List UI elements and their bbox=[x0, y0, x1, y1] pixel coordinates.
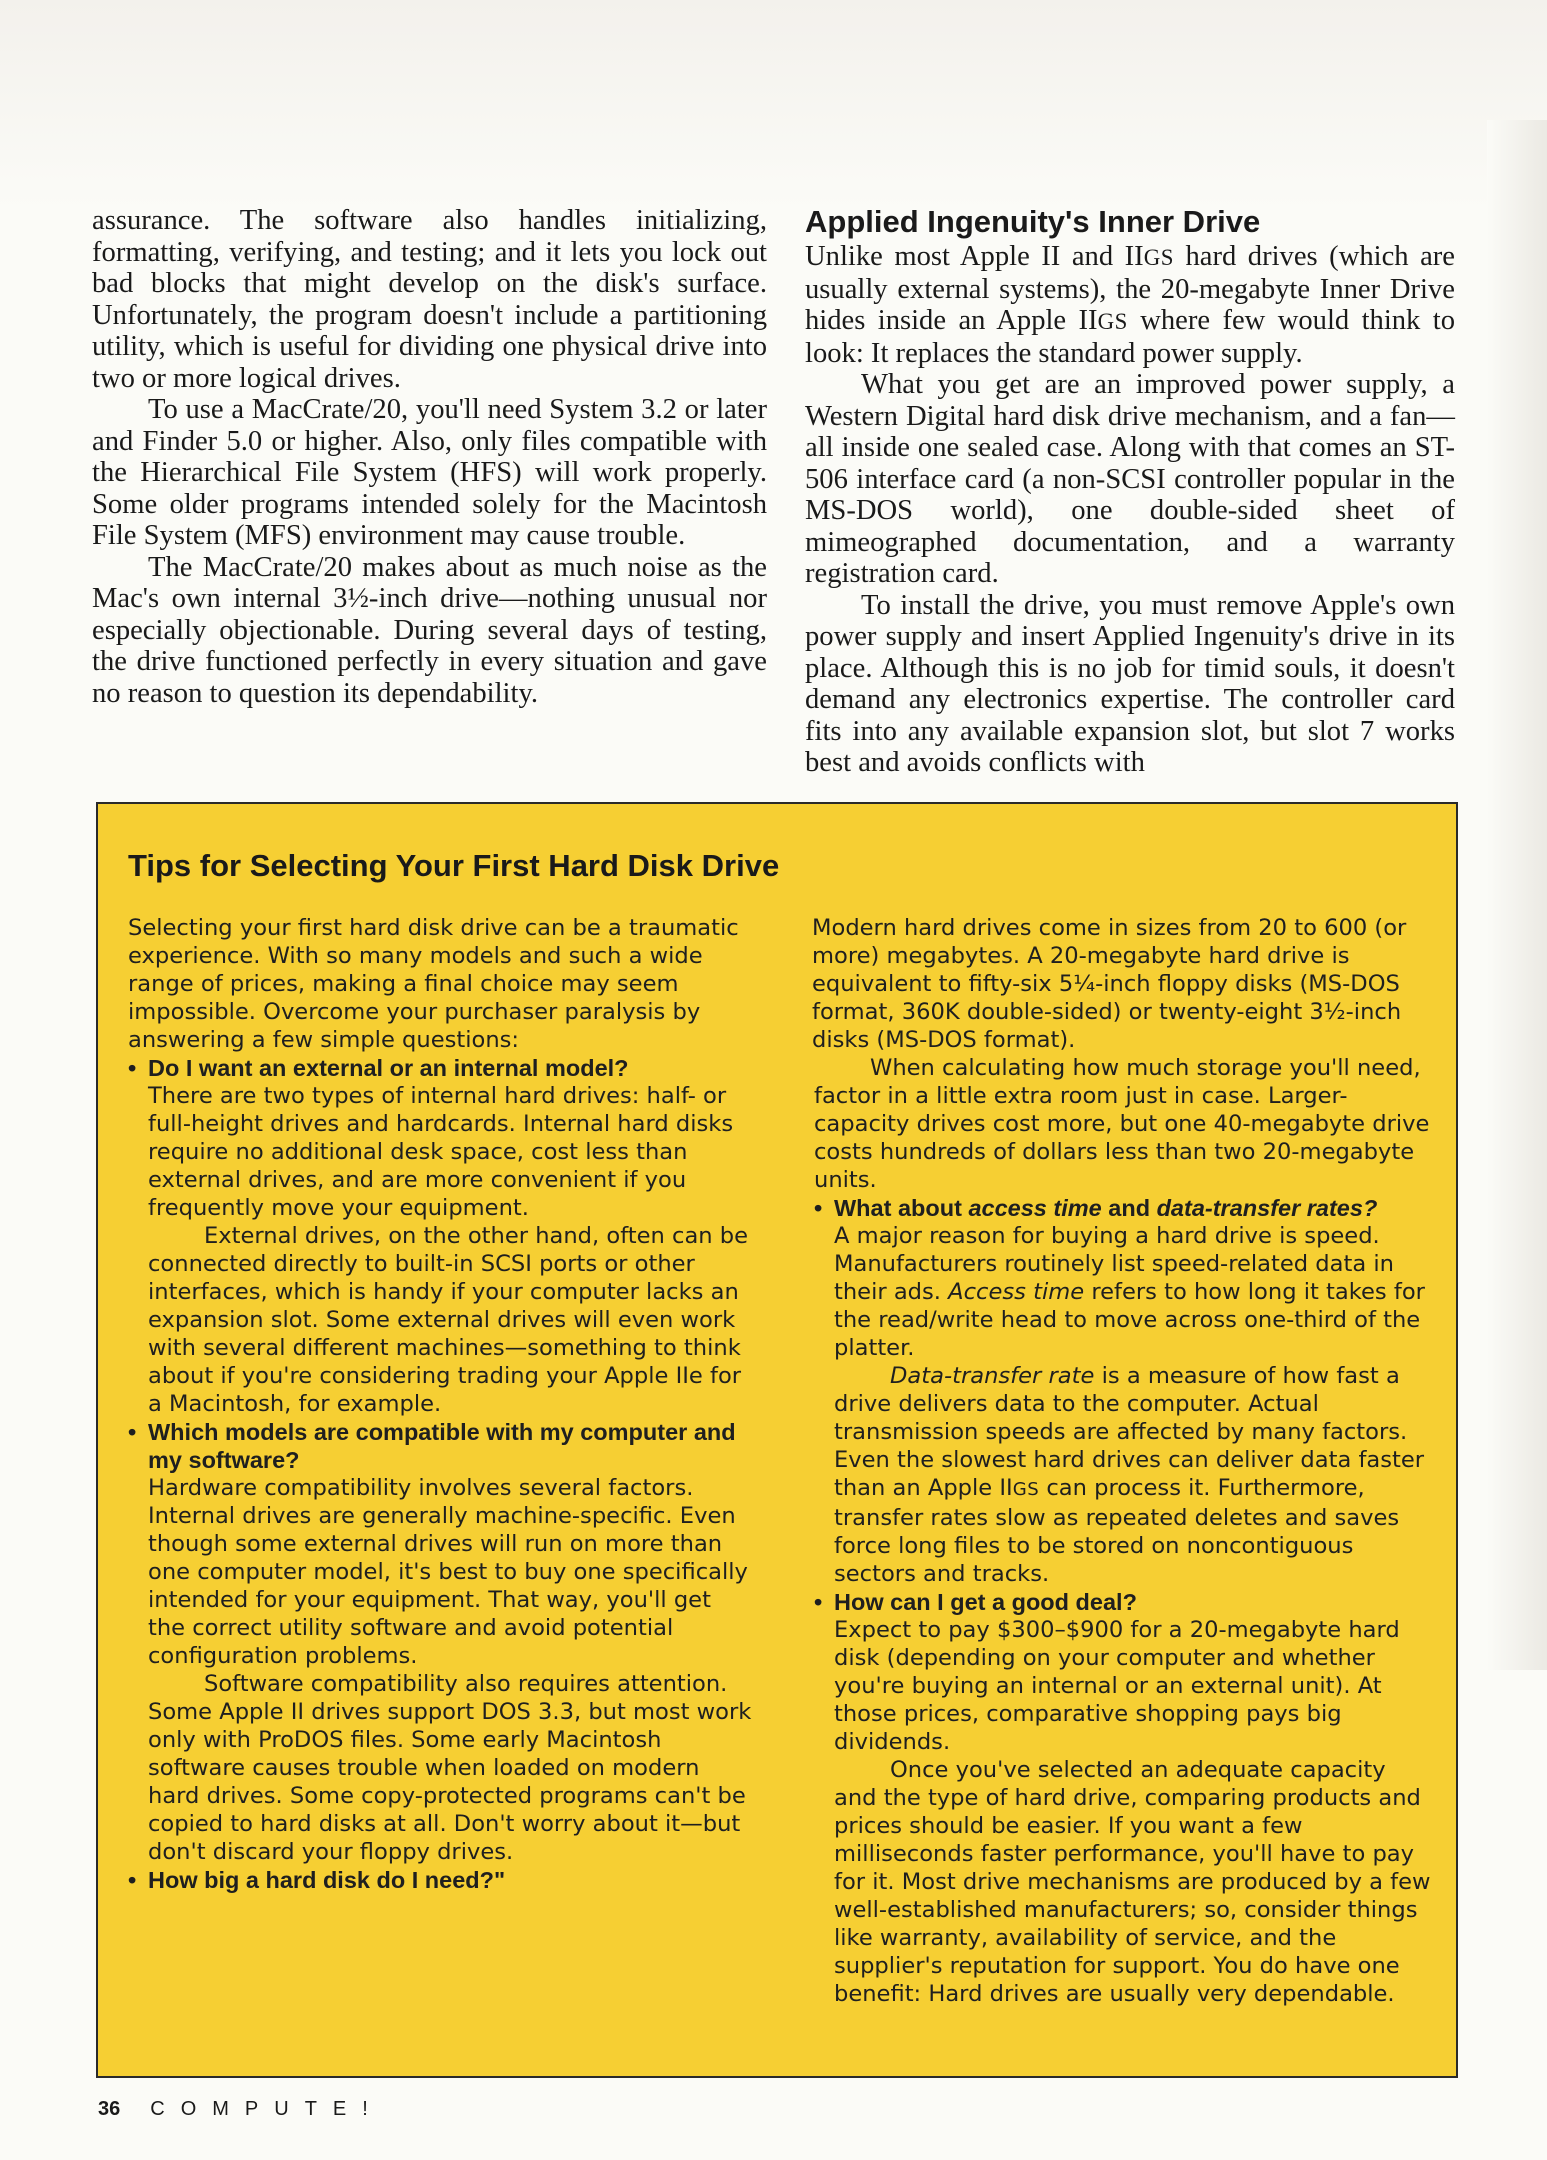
sidebar-intro: Selecting your first hard disk drive can be a traumatic experience. With so many models and such a wide range of prices, making a final choice may seem impossible. Overcome your purchaser paralysis by answering a few simple questions: bbox=[128, 915, 739, 1053]
article-paragraph: The MacCrate/20 makes about as much noise as the Mac's own internal 3½-inch drive—nothing unusual nor especially objectionable. During several days of testing, the drive functioned perfectly in every situation and gave no reason to question its dependability. bbox=[92, 551, 767, 709]
page-footer bbox=[98, 2098, 384, 2121]
answer-paragraph bbox=[834, 1222, 1434, 1362]
bullet: • bbox=[814, 1195, 823, 1221]
question-text: What about bbox=[834, 1195, 969, 1221]
text-run: Unlike most Apple II and II bbox=[805, 241, 1144, 272]
page-number: 36 bbox=[98, 2098, 121, 2120]
answer-paragraph: External drives, on the other hand, often can be connected directly to built-in SCSI ports or other interfaces, which is handy if your computer lacks an expansion slot. Some external drives will even work with several different machines—something to think about if you're considering trading your Apple IIe for a Macintosh, for example. bbox=[148, 1223, 749, 1417]
sidebar-question bbox=[814, 1194, 1434, 1222]
article-paragraph: What you get are an improved power supply, a Western Digital hard disk drive mechanism, and a fan—all inside one sealed case. Along with that comes an ST-506 interface card (a non-SCSI controller popular in the MS-DOS world), one double-sided sheet of mimeographed documentation, and a warranty registration card. bbox=[805, 369, 1455, 589]
answer-paragraph bbox=[834, 1362, 1434, 1588]
answer-paragraph: Once you've selected an adequate capacity and the type of hard drive, comparing products and prices should be easier. If you want a few milliseconds faster performance, you'll have to pay for it. Most drive mechanisms are produced by a few well-established manufacturers; so, consider things like warranty, availability of service, and the supplier's reputation for support. You do have one benefit: Hard drives are usually very dependable. bbox=[834, 1757, 1431, 2007]
sidebar-answer bbox=[128, 1082, 753, 1418]
magazine-name: COMPUTE! bbox=[150, 2098, 384, 2120]
question-text: Do I want an external or an internal model? bbox=[148, 1055, 629, 1081]
sidebar-question bbox=[128, 1054, 753, 1082]
answer-paragraph: Software compatibility also requires attention. Some Apple II drives support DOS 3.3, but most work only with ProDOS files. Some early Macintosh software causes trouble when loaded on modern hard drives. Some copy-protected programs can't be copied to hard disks at all. Don't worry about it—but don't discard your floppy drives. bbox=[148, 1671, 752, 1865]
question-text: How can I get a good deal? bbox=[834, 1589, 1137, 1615]
answer-paragraph: Modern hard drives come in sizes from 20 to 600 (or more) megabytes. A 20-megabyte hard drive is equivalent to fifty-six 5¼-inch floppy disks (MS-DOS format, 360K double-sided) or twenty-eight 3½-inch disks (MS-DOS format). bbox=[812, 915, 1407, 1053]
bullet: • bbox=[814, 1589, 823, 1615]
article-paragraph: To use a MacCrate/20, you'll need System 3.2 or later and Finder 5.0 or higher. Also, only files compatible with the Hierarchical File System (HFS) will work properly. Some older programs intended solely for the Macintosh File System (MFS) environment may cause trouble. bbox=[92, 394, 767, 551]
answer-paragraph: There are two types of internal hard drives: half- or full-height drives and hardcards. Internal hard disks require no additional desk space, cost less than external drives, and are more convenient if you frequently move your equipment. bbox=[148, 1083, 734, 1221]
text-run: where few would think to look: It replaces the standard power supply. bbox=[805, 305, 1455, 369]
sidebar-answer bbox=[814, 1222, 1434, 1588]
sidebar-question bbox=[814, 1588, 1434, 1616]
sidebar-title: Tips for Selecting Your First Hard Disk Drive bbox=[128, 848, 780, 883]
answer-paragraph: When calculating how much storage you'll need, factor in a little extra room just in case. Larger-capacity drives cost more, but one 40-megabyte drive costs hundreds of dollars less than two 20-megabyte units. bbox=[814, 1055, 1430, 1193]
answer-paragraph: Expect to pay $300–$900 for a 20-megabyte hard disk (depending on your computer and whether you're buying an internal or an external unit). At those prices, comparative shopping pays big dividends. bbox=[834, 1617, 1400, 1755]
sidebar-question bbox=[128, 1866, 753, 1894]
article-right-column bbox=[805, 205, 1455, 779]
text-run: Access time bbox=[948, 1279, 1085, 1305]
bullet: • bbox=[128, 1055, 137, 1081]
right-page-bleed bbox=[1487, 120, 1547, 1670]
text-run: GS bbox=[1143, 245, 1174, 270]
text-run: is a measure of how fast a drive delivers data to the computer. Actual transmission speeds are affected by many factors. Even the slowest hard drives can deliver data faster than an Apple II bbox=[834, 1363, 1425, 1501]
top-page-bleed bbox=[0, 0, 1547, 210]
sidebar-question bbox=[128, 1418, 753, 1474]
question-text: Which models are compatible with my computer and my software? bbox=[148, 1419, 736, 1473]
section-heading: Applied Ingenuity's Inner Drive bbox=[805, 204, 1261, 239]
bullet: • bbox=[128, 1867, 137, 1893]
sidebar-answer bbox=[814, 1616, 1434, 2008]
text-run: A major reason for buying a hard drive is speed. Manufacturers routinely list speed-related data in their ads. bbox=[834, 1223, 1394, 1305]
answer-paragraph: Hardware compatibility involves several factors. Internal drives are generally machine-specific. Even though some external drives will run on more than one computer model, it's best to buy one specifically intended for your equipment. That way, you'll get the correct utility software and avoid potential configuration problems. bbox=[148, 1475, 748, 1669]
text-run: Data-transfer rate bbox=[890, 1363, 1095, 1389]
bullet: • bbox=[128, 1419, 137, 1445]
article-paragraph: To install the drive, you must remove Apple's own power supply and insert Applied Ingenuity's drive in its place. Although this is no job for timid souls, it doesn't demand any electronics expertise. The controller card fits into any available expansion slot, but slot 7 works best and avoids conflicts with bbox=[805, 589, 1455, 778]
question-text: data-transfer rates? bbox=[1156, 1195, 1378, 1221]
text-run: can process it. Furthermore, transfer rates slow as repeated deletes and saves force long files to be stored on noncontiguous sectors and tracks. bbox=[834, 1475, 1400, 1587]
text-run: GS bbox=[1097, 309, 1128, 334]
article-left-column bbox=[92, 205, 767, 709]
text-run: GS bbox=[1012, 1479, 1040, 1500]
question-text: How big a hard disk do I need?" bbox=[148, 1867, 506, 1893]
sidebar-left-column bbox=[128, 914, 753, 1894]
question-text: and bbox=[1101, 1195, 1157, 1221]
sidebar-answer bbox=[128, 1474, 753, 1866]
sidebar-right-column bbox=[814, 914, 1434, 2008]
article-paragraph: assurance. The software also handles initializing, formatting, verifying, and testing; and it lets you lock out bad blocks that might develop on the disk's surface. Unfortunately, the program doesn't include a partitioning utility, which is useful for dividing one physical drive into two or more logical drives. bbox=[92, 205, 767, 394]
article-paragraph bbox=[805, 241, 1455, 369]
question-text: access time bbox=[968, 1195, 1102, 1221]
tips-sidebar-box bbox=[96, 802, 1458, 2078]
text-run: hard drives (which are usually external systems), the 20-megabyte Inner Drive hides inside an Apple II bbox=[805, 241, 1455, 336]
text-run: refers to how long it takes for the read/write head to move across one-third of the platter. bbox=[834, 1279, 1425, 1361]
